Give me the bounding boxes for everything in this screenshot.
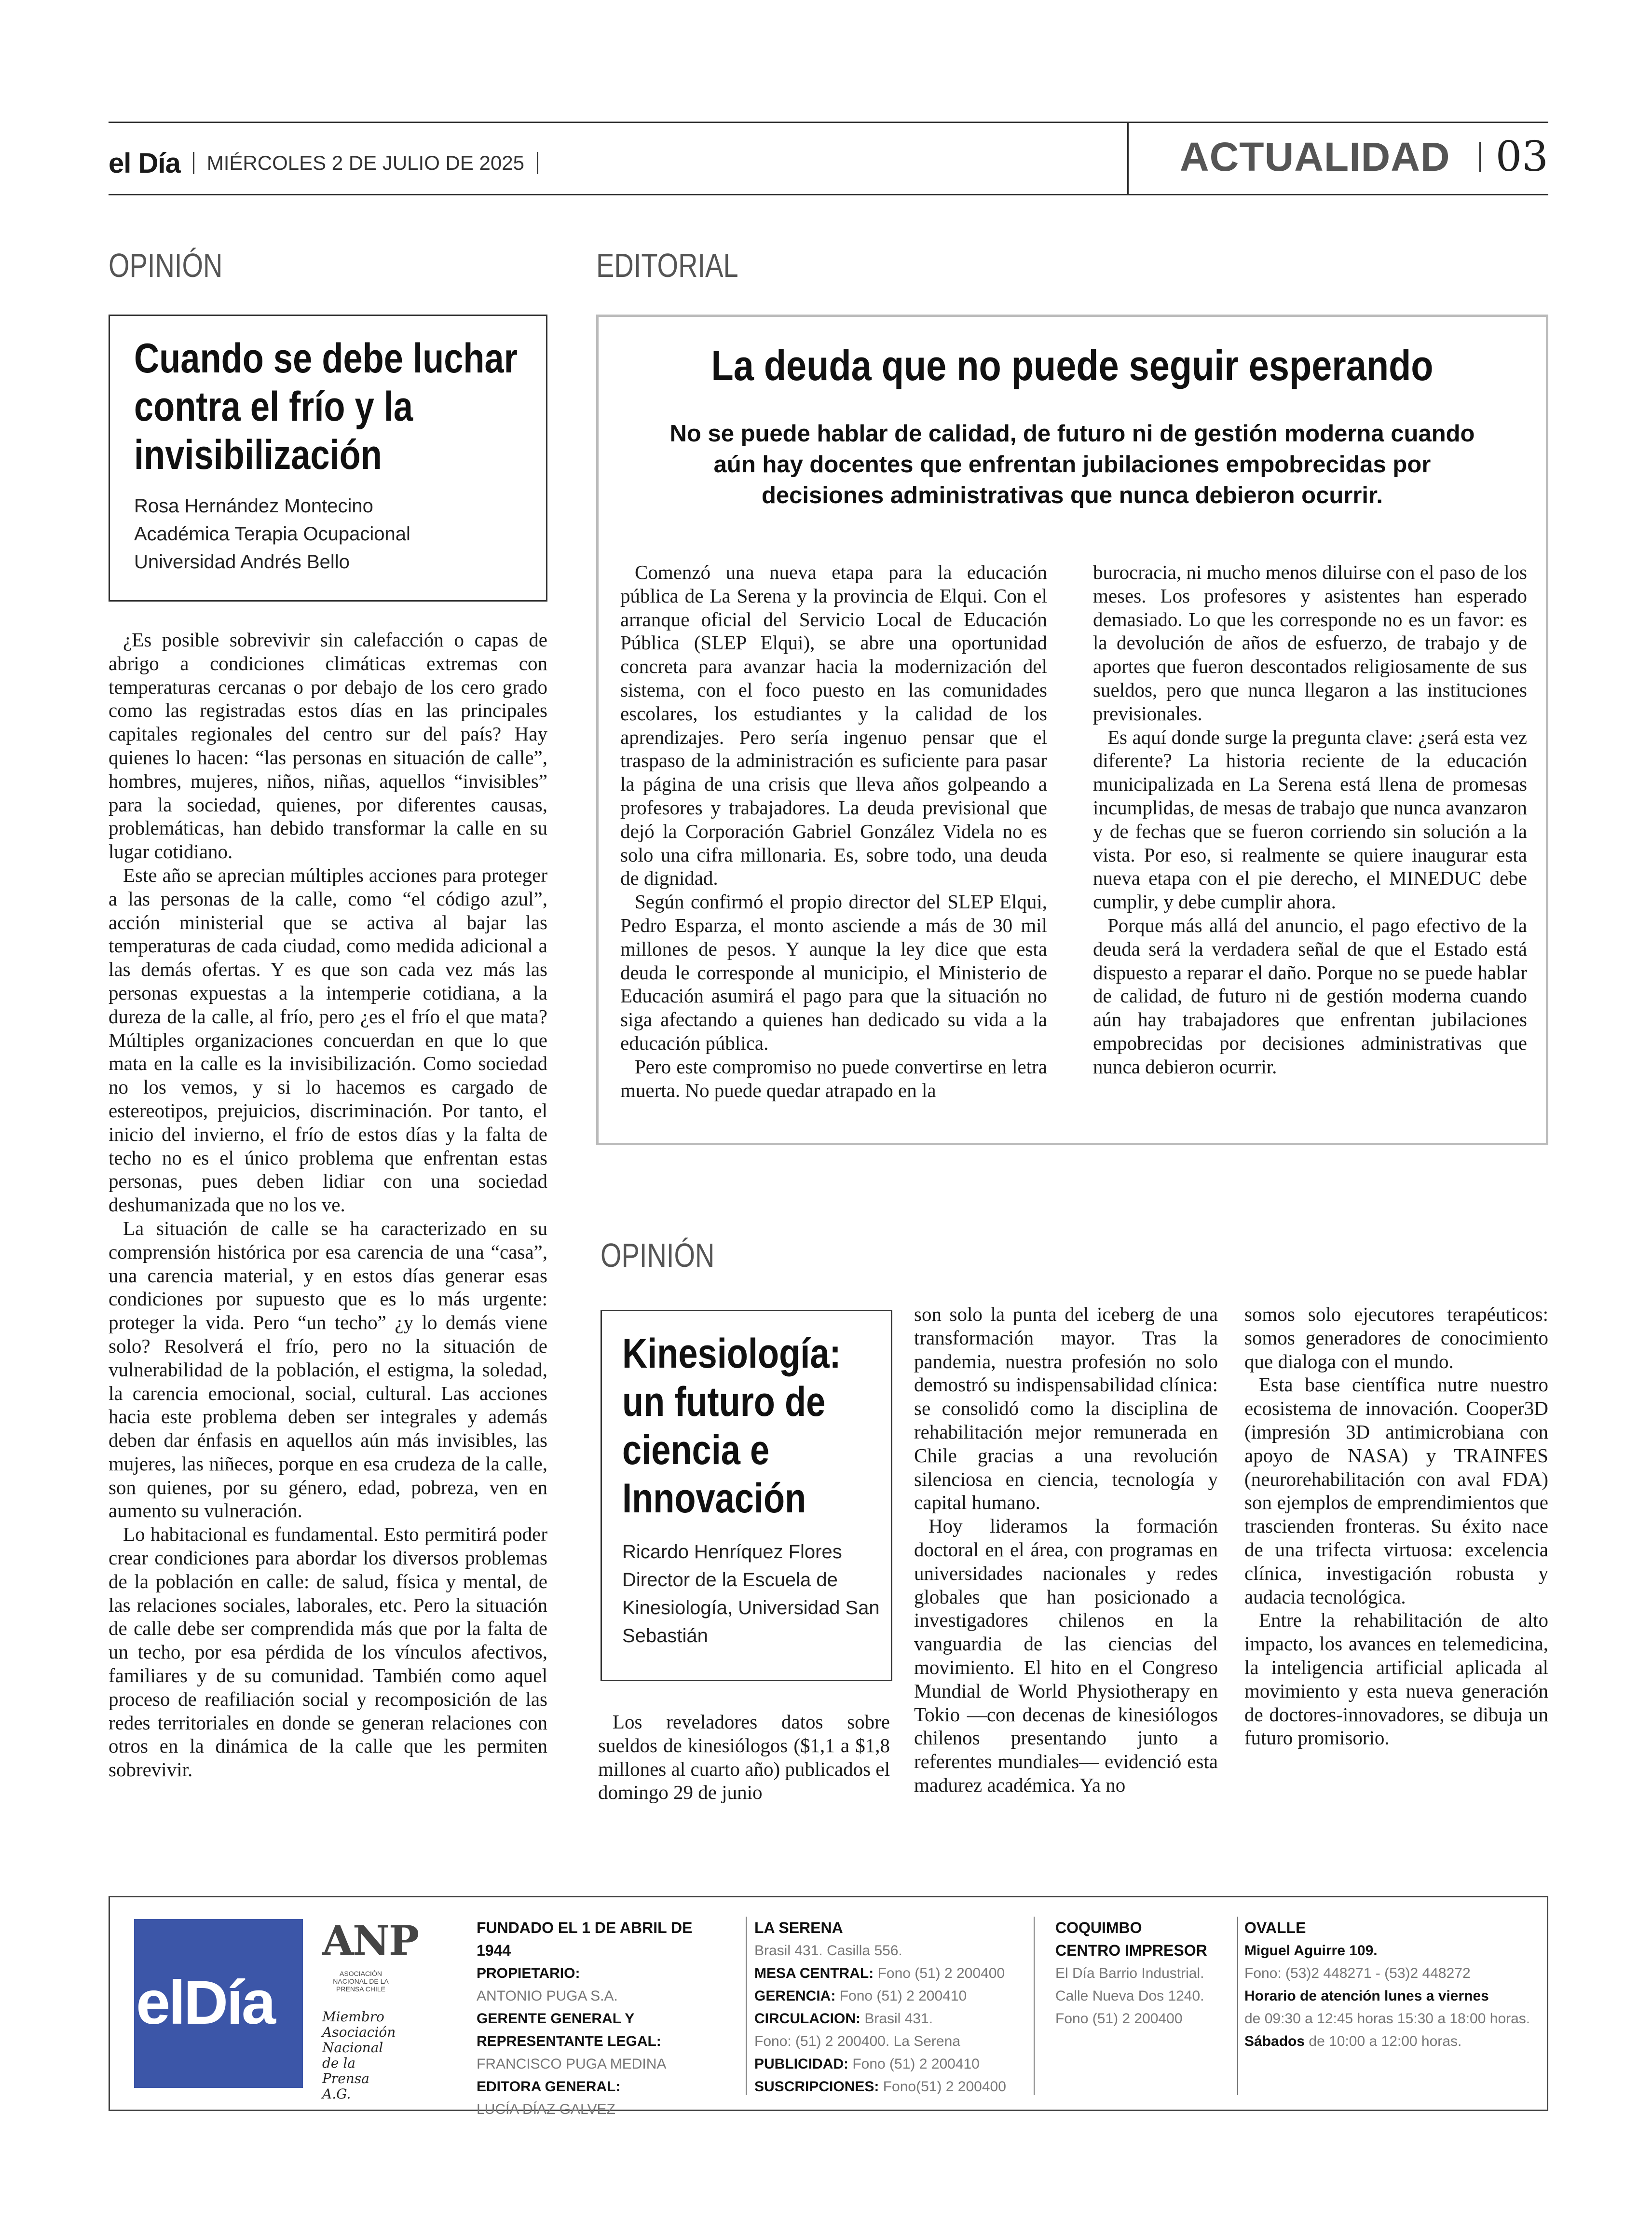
article-title-wrap: [134, 334, 525, 479]
coquimbo-sub: CENTRO IMPRESOR: [1055, 1942, 1207, 1959]
author-name: Ricardo Henríquez Flores: [622, 1541, 842, 1563]
owner-label: PROPIETARIO:: [477, 1965, 580, 1981]
paragraph: Según confirmó el propio director del SLEP Elqui, Pedro Esparza, el monto asciende a más de 30 mil millones de pesos. Y aunque la ley dice que esta deuda le corresponde al municipio, el Ministerio de Educación asumirá el pago para que la situación no siga afectando a quienes han dedicado su vida a la educación pública.: [620, 891, 1047, 1054]
paragraph: Este año se aprecian múltiples acciones para proteger a las personas de la calle, como “el código azul”, acción ministerial que se activa al bajar las temperaturas de cada ciudad, como medida adicional a las demás ofertas. Y es que son cada vez más las personas expuestas a la intemperie cotidiana, a la dureza de la calle, al frío, pero ¿es el frío el que mata? Múltiples organizaciones concuerdan en que lo que mata en la calle es la invisibilización. Como sociedad no los vemos, y si lo hacemos es cargado de estereotipos, prejuicios, discriminación. Por tanto, el inicio del invierno, el frío de estos días y la falta de techo no es el único problema que enfrentan estas personas, pues deben lidiar con una sociedad deshumanizada que no los ve.: [109, 864, 547, 1216]
article-title: Cuando se debe luchar contra el frío y la invisibilización: [134, 335, 518, 478]
paragraph: burocracia, ni mucho menos diluirse con el paso de los meses. Los profesores y asistentes han esperado demasiado. Lo que les corresponde no es un favor: es la devolución de años de esfuerzo, de trabajo y de aportes que fueron descontados religiosamente de sus sueldos, pero que nunca llegaron a las instituciones previsionales.: [1093, 561, 1527, 725]
gerencia-label: GERENCIA:: [754, 1988, 836, 2004]
footer-divider: [1034, 1917, 1035, 2095]
issue-date: MIÉRCOLES 2 DE JULIO DE 2025: [206, 151, 524, 174]
section-name: ACTUALIDAD: [1179, 134, 1450, 179]
saturday-label: Sábados: [1244, 2033, 1305, 2049]
opinion2-column-3: [1244, 1303, 1548, 1750]
opinion2-section-label: OPINIÓN: [601, 1236, 715, 1274]
ovalle-phone: Fono: (53)2 448271 - (53)2 448272: [1244, 1965, 1471, 1981]
circulacion-value: Brasil 431.: [864, 2011, 933, 2027]
founded-heading: FUNDADO EL 1 DE ABRIL DE 1944: [477, 1919, 693, 1959]
paragraph: Hoy lideramos la formación doctoral en el área, con programas en universidades nacionales y redes globales que han posicionado a investigadores chilenos en la vanguardia de las ciencias del movimiento. El hito en el Congreso Mundial de World Physiotherapy en Tokio —con decenas de kinesiólogos chilenos presentando junto a referentes mundiales— evidenció esta madurez académica. Ya no: [914, 1515, 1218, 1796]
publicidad-label: PUBLICIDAD:: [754, 2056, 848, 2072]
paragraph: ¿Es posible sobrevivir sin calefacción o capas de abrigo a condiciones climáticas extremas con temperaturas cercanas o por debajo de los cero grado como las registradas estos días en las principales capitales regionales del centro sur del país? Hay quienes lo hacen: “las personas en situación de calle”, hombres, mujeres, niños, niñas, aquellos “invisibles” para la sociedad, quienes, por diferentes causas, problemáticas, han debido transformar la calle en su lugar cotidiano.: [109, 629, 547, 863]
anp-member-note: Miembro Asociación Nacional de la Prensa A.G.: [322, 2009, 396, 2102]
coquimbo-line: Fono (51) 2 200400: [1055, 2011, 1183, 2027]
opinion-body: [109, 628, 547, 1782]
paragraph: Lo habitacional es fundamental. Esto permitirá poder crear condiciones para abordar los diversos problemas de la población en calle: de salud, física y mental, de las relaciones sociales, laborales, etc. Pero la situación de calle debe ser comprendida más que por la falta de un techo, por esa pérdida de los vínculos afectivos, familiares y de su comunidad. También como aquel proceso de reafiliación social y recomposición de las redes territoriales en donde se generan relaciones con otros en la dinámica de la calle que les permiten sobrevivir.: [109, 1523, 547, 1781]
paragraph: Entre la rehabilitación de alto impacto, los avances en telemedicina, la inteligencia artificial aplicada al movimiento y esta nueva generación de doctores-innovadores, se dibuja un futuro promisorio.: [1244, 1609, 1548, 1749]
paragraph: Es aquí donde surge la pregunta clave: ¿será esta vez diferente? La historia reciente de la educación municipalizada en La Serena está llena de promesas incumplidas, de mesas de trabajo que nunca avanzaron y de fechas que se fueron corriendo sin solución a la vista. Por eso, si realmente se quiere inaugurar esta nueva etapa con el pie derecho, el MINEDUC debe cumplir, y debe cumplir ahora.: [1093, 726, 1527, 913]
circulacion-label: CIRCULACION:: [754, 2011, 860, 2027]
paragraph: Esta base científica nutre nuestro ecosistema de innovación. Cooper3D (impresión 3D antimicrobiana con apoyo de NASA) y TRAINFES (neurorehabilitación con aval FDA) son ejemplos de emprendimientos que trascienden fronteras. Su éxito nace de una trifecta virtuosa: excelencia clínica, investigación robusta y audacia tecnológica.: [1244, 1373, 1548, 1608]
paragraph: Porque más allá del anuncio, el pago efectivo de la deuda será la verdadera señal de que el Estado está dispuesto a reparar el daño. Porque no se puede hablar de calidad, de futuro ni de gestión moderna cuando aún hay trabajadores que enfrentan jubilaciones empobrecidas por decisiones administrativas que nunca debieron ocurrir.: [1093, 914, 1527, 1078]
page-number: 03: [1495, 133, 1548, 181]
suscripciones-line: [754, 2075, 1024, 2098]
paragraph: somos solo ejecutores terapéuticos: somos generadores de conocimiento que dialoga con el mundo.: [1244, 1303, 1548, 1372]
suscripciones-value: Fono(51) 2 200400: [883, 2079, 1006, 2095]
footer-divider: [1237, 1917, 1238, 2095]
publicidad-line: [754, 2053, 1024, 2075]
editorial-box: [596, 315, 1548, 1145]
author-role: Director de la Escuela de Kinesiología, Universidad San Sebastián: [622, 1569, 880, 1646]
ovalle-saturday-line: [1244, 2030, 1534, 2053]
footer-box: [109, 1896, 1548, 2117]
article-title-wrap: [622, 1330, 883, 1522]
editorial-section-label: EDITORIAL: [596, 247, 738, 284]
ovalle-hours-label: Horario de atención lunes a viernes: [1244, 1988, 1489, 2004]
editor-label: EDITORA GENERAL:: [477, 2079, 621, 2095]
saturday-hours: de 10:00 a 12:00 horas.: [1309, 2033, 1462, 2049]
paragraph: La situación de calle se ha caracterizado en su comprensión histórica por esa carencia de una “casa”, una carencia material, y en estos días generar esas condiciones por supuesto que es lo más urgente: proteger la vida. Pero “un techo” ¿y lo demás viene solo? Resolverá el frío, pero no la situación de vulnerabilidad de la población, el estigma, la soledad, la carencia emocional, social, cultural. Las acciones hacia este problema deben ser integrales y además deben dar énfasis en aquellos aún más invisibles, las mujeres, las niñeces, porque en esa crudeza de la calle, son quienes, por su género, edad, pobreza, ven en aumento su vulneración.: [109, 1217, 547, 1522]
editorial-column-1: [620, 561, 1047, 1102]
opinion-title-box: [109, 315, 547, 602]
footer-la-serena: [754, 1917, 1024, 2098]
la-serena-heading: LA SERENA: [754, 1919, 843, 1936]
circulacion-phone: Fono: (51) 2 200400. La Serena: [754, 2033, 960, 2049]
anp-org: ASOCIACIÓN NACIONAL DE LA PRENSA CHILE: [333, 1970, 389, 1993]
editor-value: LUCÍA DÍAZ GALVEZ: [477, 2101, 615, 2117]
opinion2-column-1: [598, 1710, 890, 1804]
author-name: Rosa Hernández Montecino: [134, 495, 373, 517]
header-top-rule: [109, 122, 1548, 123]
anp-logo: ANP: [322, 1917, 419, 1964]
footer-divider: [746, 1917, 747, 2095]
manager-value: FRANCISCO PUGA MEDINA: [477, 2056, 667, 2072]
article-byline: [622, 1538, 883, 1650]
footer-coquimbo: [1055, 1917, 1243, 2030]
editorial-title: La deuda que no puede seguir esperando: [711, 342, 1434, 389]
opinion2-title-box: [601, 1310, 892, 1681]
author-role: Académica Terapia Ocupacional: [134, 523, 410, 545]
ovalle-heading: OVALLE: [1244, 1919, 1306, 1936]
logo-wordmark: elDía: [136, 1968, 274, 2037]
coquimbo-line: Calle Nueva Dos 1240.: [1055, 1988, 1204, 2004]
owner-value: ANTONIO PUGA S.A.: [477, 1988, 618, 2004]
header-divider: [1127, 122, 1129, 194]
suscripciones-label: SUSCRIPCIONES:: [754, 2079, 879, 2095]
header: [109, 144, 1049, 182]
gerencia-line: [754, 1985, 1024, 2007]
opinion-section-label: OPINIÓN: [109, 247, 223, 284]
header-bottom-rule: [109, 194, 1548, 195]
manager-label: GERENTE GENERAL Y REPRESENTANTE LEGAL:: [477, 2011, 661, 2049]
mesa-central-line: [754, 1962, 1024, 1985]
header-separator: [1479, 142, 1481, 172]
mesa-central-value: Fono (51) 2 200400: [877, 1965, 1005, 1981]
article-title: Kinesiología: un futuro de ciencia e Innovación: [622, 1330, 841, 1522]
ovalle-address: Miguel Aguirre 109.: [1244, 1943, 1378, 1959]
editorial-column-2: [1093, 561, 1527, 1079]
circulacion-line: [754, 2007, 1024, 2030]
paragraph: son solo la punta del iceberg de una transformación mayor. Tras la pandemia, nuestra profesión no solo demostró su indispensabilidad clínica: se consolidó como la disciplina de rehabilitación mejor remunerada en Chile gracias a una revolución silenciosa en ciencia, tecnología y capital humano.: [914, 1303, 1218, 1514]
paragraph: Los reveladores datos sobre sueldos de kinesiólogos ($1,1 a $1,8 millones al cuarto año) publicados el domingo 29 de junio: [598, 1711, 890, 1804]
mesa-central-label: MESA CENTRAL:: [754, 1965, 874, 1981]
footer-founded: [477, 1917, 727, 2121]
footer-ovalle: [1244, 1917, 1534, 2053]
ovalle-hours: de 09:30 a 12:45 horas 15:30 a 18:00 horas.: [1244, 2011, 1530, 2027]
coquimbo-line: El Día Barrio Industrial.: [1055, 1965, 1204, 1981]
la-serena-address: Brasil 431. Casilla 556.: [754, 1943, 902, 1959]
article-byline: [134, 492, 530, 576]
el-dia-logo: [134, 1919, 303, 2088]
coquimbo-heading: COQUIMBO: [1055, 1919, 1142, 1936]
masthead-brand: el Día: [109, 147, 180, 179]
opinion2-column-2: [914, 1303, 1218, 1797]
header-section-block: [1148, 130, 1548, 183]
header-separator: [193, 152, 194, 174]
editorial-lead: No se puede hablar de calidad, de futuro ni de gestión moderna cuando aún hay docentes que enfrentan jubilaciones empobrecidas por decisiones administrativas que nunca debieron ocurrir.: [669, 421, 1475, 508]
header-separator: [537, 152, 538, 174]
gerencia-value: Fono (51) 2 200410: [839, 1988, 967, 2004]
paragraph: Comenzó una nueva etapa para la educación pública de La Serena y la provincia de Elqui. Con el arranque oficial del Servicio Local de Educación Pública (SLEP Elqui), se abre una oportunidad concreta para avanzar hacia la modernización del sistema, con el foco puesto en las comunidades escolares, los estudiantes y la calidad de los aprendizajes. Pero sería ingenuo pensar que el traspaso de la administración es suficiente para pasar la página de una crisis que lleva años golpeando a profesores y trabajadores. La deuda previsional que dejó la Corporación Gabriel González Videla no es solo una cifra millonaria. Es, sobre todo, una deuda de dignidad.: [620, 561, 1047, 890]
author-institution: Universidad Andrés Bello: [134, 551, 350, 573]
paragraph: Pero este compromiso no puede convertirse en letra muerta. No puede quedar atrapado en la: [620, 1055, 1047, 1101]
publicidad-value: Fono (51) 2 200410: [852, 2056, 980, 2072]
